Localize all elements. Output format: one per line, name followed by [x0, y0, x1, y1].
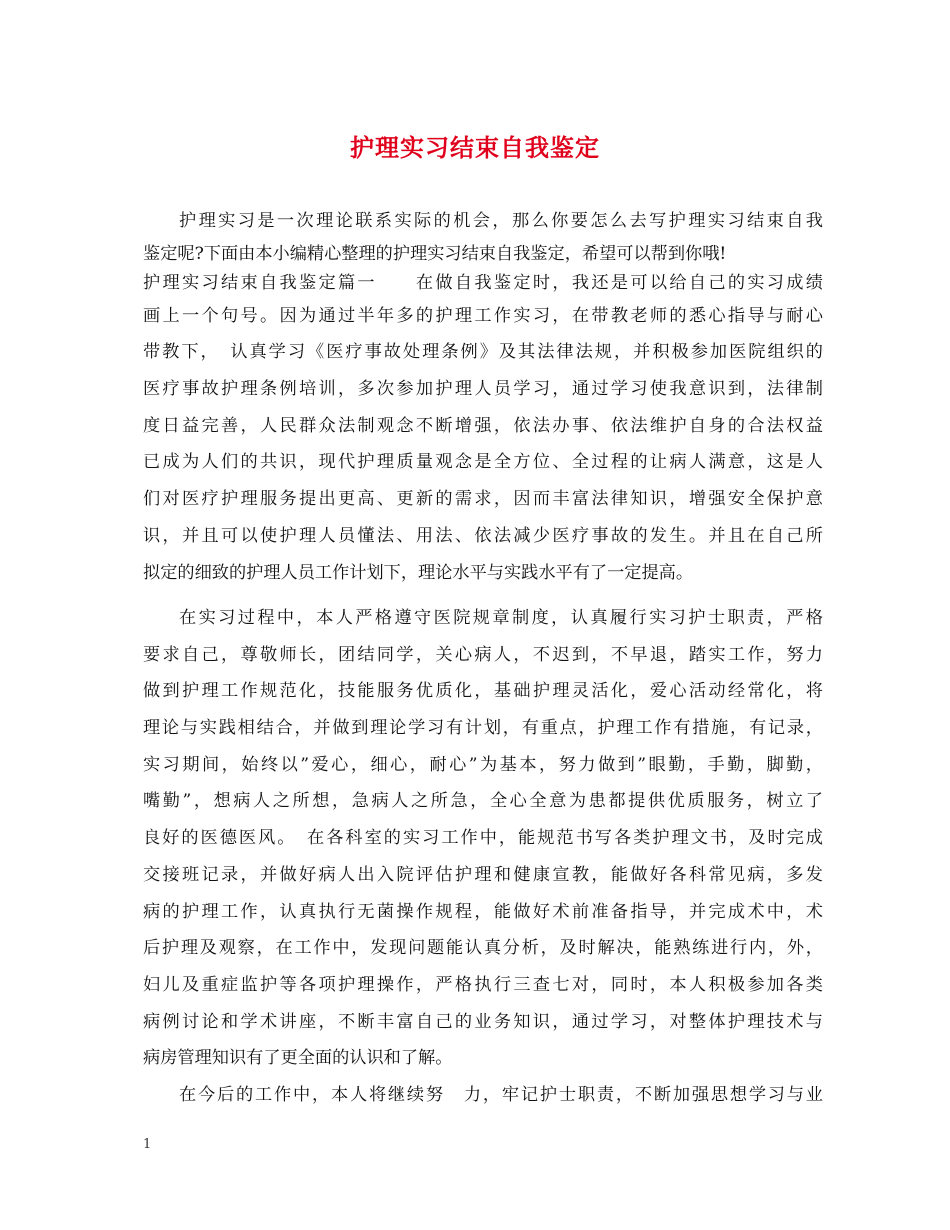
text-line: 拟定的细致的护理人员工作计划下，理论水平与实践水平有了一定提高。 — [143, 562, 694, 583]
text-line: 病的护理工作，认真执行无菌操作规程，能做好术前准备指导，并完成术中，术 — [143, 901, 823, 922]
text-line: 在今后的工作中，本人将继续努 力，牢记护士职责，不断加强思想学习与业 — [179, 1084, 823, 1105]
text-line: 理论与实践相结合，并做到理论学习有计划，有重点，护理工作有措施，有记录， — [143, 718, 823, 739]
text-line: 交接班记录，并做好病人出入院评估护理和健康宣教，能做好各科常见病，多发 — [143, 864, 823, 885]
text-line: 带教下， 认真学习《医疗事故处理条例》及其法律法规，并积极参加医院组织的 — [143, 342, 823, 363]
text-line: 度日益完善，人民群众法制观念不断增强，依法办事、依法维护自身的合法权益 — [143, 415, 823, 436]
page-title: 护理实习结束自我鉴定 — [350, 133, 600, 162]
text-line: 嘴勤”，想病人之所想，急病人之所急，全心全意为患都提供优质服务，树立了 — [143, 791, 823, 812]
text-line: 病例讨论和学术讲座，不断丰富自己的业务知识，通过学习，对整体护理技术与 — [143, 1011, 823, 1032]
text-line: 要求自己，尊敬师长，团结同学，关心病人，不迟到，不早退，踏实工作，努力 — [143, 644, 823, 665]
text-line: 鉴定呢?下面由本小编精心整理的护理实习结束自我鉴定，希望可以帮到你哦! — [143, 243, 727, 264]
text-line: 护理实习是一次理论联系实际的机会，那么你要怎么去写护理实习结束自我 — [179, 211, 823, 231]
text-line: 病房管理知识有了更全面的认识和了解。 — [143, 1048, 453, 1069]
page-number: 1 — [143, 1137, 152, 1152]
text-line: 后护理及观察，在工作中，发现问题能认真分析，及时解决，能熟练进行内，外， — [143, 938, 823, 959]
text-line: 医疗事故护理条例培训，多次参加护理人员学习，通过学习使我意识到，法律制 — [143, 379, 823, 400]
text-line: 妇儿及重症监护等各项护理操作，严格执行三查七对，同时，本人积极参加各类 — [143, 974, 823, 995]
document-body-continued — [143, 600, 823, 1114]
text-line: 护理实习结束自我鉴定篇一 在做自我鉴定时，我还是可以给自己的实习成绩 — [143, 272, 823, 293]
text-line: 良好的医德医风。 在各科室的实习工作中，能规范书写各类护理文书，及时完成 — [143, 828, 823, 849]
document-body — [143, 203, 823, 591]
text-line: 画上一个句号。因为通过半年多的护理工作实习，在带教老师的悉心指导与耐心 — [143, 305, 823, 326]
text-line: 实习期间，始终以”爱心，细心，耐心”为基本，努力做到”眼勤，手勤，脚勤， — [143, 754, 823, 775]
text-line: 做到护理工作规范化，技能服务优质化，基础护理灵活化，爱心活动经常化，将 — [143, 681, 823, 702]
text-line: 在实习过程中，本人严格遵守医院规章制度，认真履行实习护士职责，严格 — [179, 608, 823, 628]
text-line: 已成为人们的共识，现代护理质量观念是全方位、全过程的让病人满意，这是人 — [143, 452, 823, 473]
text-line: 识，并且可以使护理人员懂法、用法、依法减少医疗事故的发生。并且在自己所 — [143, 525, 823, 546]
text-line: 们对医疗护理服务提出更高、更新的需求，因而丰富法律知识，增强安全保护意 — [143, 489, 823, 510]
